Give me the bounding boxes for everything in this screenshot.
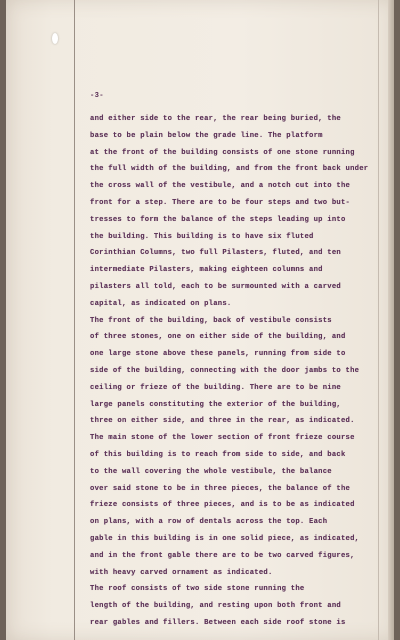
text-line: with heavy carved ornament as indicated. <box>90 568 273 577</box>
text-line: rear gables and fillers. Between each side roof stone is <box>90 618 346 627</box>
text-line: The roof consists of two side stone running the <box>90 585 305 594</box>
text-line: three on either side, and three in the rear, as indicated. <box>90 417 355 426</box>
text-line: large panels constituting the exterior of the building, <box>90 400 341 409</box>
text-line: pilasters all told, each to be surmounted with a carved <box>90 282 341 291</box>
text-line: tresses to form the balance of the steps leading up into <box>90 215 346 224</box>
text-line: The front of the building, back of vestibule consists <box>90 316 332 325</box>
text-line: to the wall covering the whole vestibule, the balance <box>90 467 332 476</box>
text-line: the cross wall of the vestibule, and a notch cut into the <box>90 182 351 191</box>
text-line: and in the front gable there are to be two carved figures, <box>90 551 355 560</box>
body-text <box>90 111 394 632</box>
text-line: base to be plain below the grade line. The platform <box>90 131 323 140</box>
text-line: frieze consists of three pieces, and is to be as indicated <box>90 501 355 510</box>
text-line: The main stone of the lower section of front frieze course <box>90 434 355 443</box>
document-page <box>6 0 394 640</box>
page-number: -3- <box>90 92 104 100</box>
text-line: one large stone above these panels, running from side to <box>90 350 346 359</box>
text-line: at the front of the building consists of one stone running <box>90 148 355 157</box>
text-line: capital, as indicated on plans. <box>90 299 232 308</box>
text-line: the building. This building is to have six fluted <box>90 232 314 241</box>
text-line: and either side to the rear, the rear being buried, the <box>90 115 341 123</box>
text-line: length of the building, and resting upon both front and <box>90 602 341 611</box>
punch-hole <box>52 33 58 44</box>
text-line: ceiling or frieze of the building. There are to be nine <box>90 383 341 392</box>
text-line: the full width of the building, and from the front back under <box>90 165 369 174</box>
text-line: side of the building, connecting with the door jambs to the <box>90 366 360 375</box>
left-margin-rule <box>74 0 75 640</box>
text-line: gable in this building is in one solid piece, as indicated, <box>90 534 360 543</box>
text-line: front for a step. There are to be four steps and two but- <box>90 198 351 207</box>
text-line: intermediate Pilasters, making eighteen columns and <box>90 266 323 275</box>
text-line: on plans, with a row of dentals across the top. Each <box>90 518 328 527</box>
text-line: Corinthian Columns, two full Pilasters, fluted, and ten <box>90 249 341 258</box>
text-line: of this building is to reach from side to side, and back <box>90 450 346 459</box>
text-line: of three stones, one on either side of the building, and <box>90 333 346 342</box>
text-line: over said stone to be in three pieces, the balance of the <box>90 484 351 493</box>
